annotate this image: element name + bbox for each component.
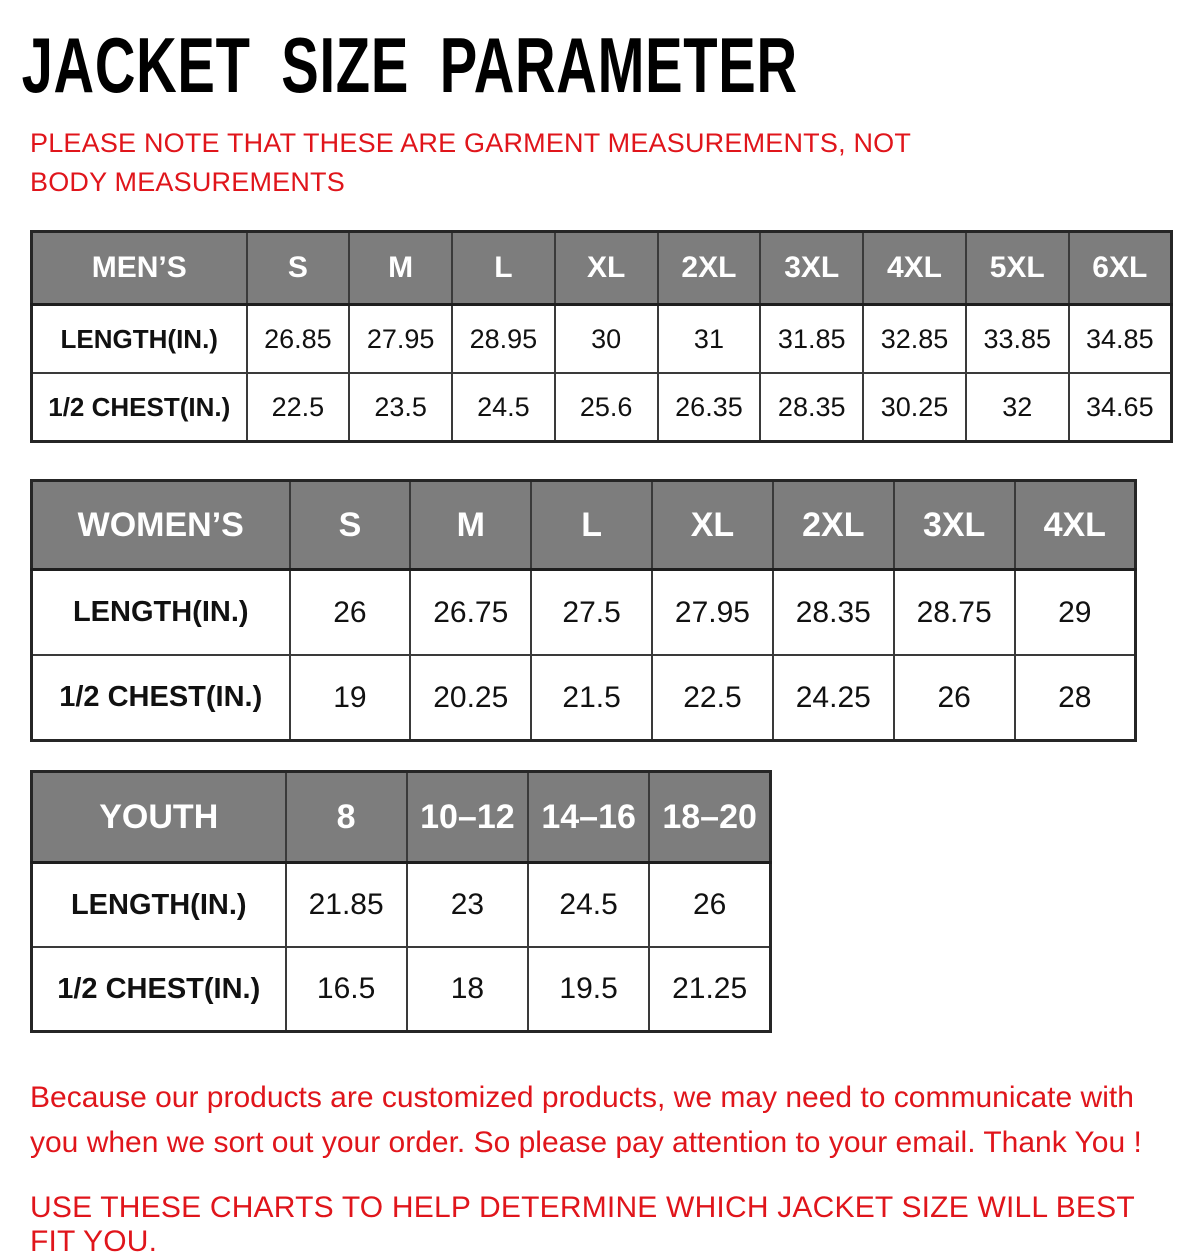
- size-header-cell: 4XL: [1015, 481, 1136, 570]
- measurement-value-cell: 26.35: [658, 373, 761, 442]
- measurement-value-cell: 26: [894, 655, 1015, 741]
- measurement-value-cell: 28.35: [760, 373, 863, 442]
- measurement-value-cell: 18: [407, 947, 528, 1032]
- size-header-cell: 14–16: [528, 772, 649, 863]
- size-header-cell: S: [290, 481, 411, 570]
- page-title: JACKET SIZE PARAMETER: [21, 21, 798, 109]
- table-row: [32, 947, 771, 1032]
- measurement-value-cell: 27.5: [531, 570, 652, 656]
- measurement-value-cell: 31: [658, 305, 761, 374]
- customization-notice: Because our products are customized products, we may need to communicate with you when we sort out your order. So please pay attention to your email. Thank You !: [30, 1081, 1142, 1160]
- measurement-value-cell: 19.5: [528, 947, 649, 1032]
- table-title-cell: YOUTH: [32, 772, 286, 863]
- measurement-value-cell: 34.65: [1069, 373, 1172, 442]
- womens-size-table: [30, 479, 1137, 742]
- size-header-cell: 5XL: [966, 232, 1069, 305]
- measurement-value-cell: 24.5: [528, 863, 649, 948]
- measurement-value-cell: 24.25: [773, 655, 894, 741]
- size-header-cell: 3XL: [760, 232, 863, 305]
- measurement-value-cell: 22.5: [652, 655, 773, 741]
- measurement-value-cell: 21.25: [649, 947, 770, 1032]
- measurement-value-cell: 34.85: [1069, 305, 1172, 374]
- measurement-value-cell: 27.95: [349, 305, 452, 374]
- measurement-value-cell: 20.25: [410, 655, 531, 741]
- measurement-value-cell: 26.75: [410, 570, 531, 656]
- measurement-value-cell: 31.85: [760, 305, 863, 374]
- table-row: [32, 570, 1136, 656]
- measurement-value-cell: 32.85: [863, 305, 966, 374]
- size-header-cell: XL: [555, 232, 658, 305]
- youth-size-table: [30, 770, 772, 1033]
- size-header-cell: 8: [286, 772, 407, 863]
- size-header-cell: 3XL: [894, 481, 1015, 570]
- measurement-value-cell: 32: [966, 373, 1069, 442]
- row-label-cell: 1/2 CHEST(IN.): [32, 655, 290, 741]
- measurement-value-cell: 29: [1015, 570, 1136, 656]
- measurement-value-cell: 33.85: [966, 305, 1069, 374]
- table-header-row: [32, 772, 771, 863]
- table-row: [32, 373, 1172, 442]
- garment-measurement-note: PLEASE NOTE THAT THESE ARE GARMENT MEASUREMENTS, NOT BODY MEASUREMENTS: [30, 128, 911, 198]
- measurement-value-cell: 28.35: [773, 570, 894, 656]
- table-row: [32, 655, 1136, 741]
- measurement-value-cell: 26.85: [247, 305, 350, 374]
- measurement-value-cell: 24.5: [452, 373, 555, 442]
- size-header-cell: M: [349, 232, 452, 305]
- row-label-cell: 1/2 CHEST(IN.): [32, 373, 247, 442]
- measurement-value-cell: 22.5: [247, 373, 350, 442]
- measurement-value-cell: 26: [649, 863, 770, 948]
- measurement-value-cell: 25.6: [555, 373, 658, 442]
- size-header-cell: 2XL: [658, 232, 761, 305]
- measurement-value-cell: 23.5: [349, 373, 452, 442]
- measurement-value-cell: 27.95: [652, 570, 773, 656]
- table-row: [32, 863, 771, 948]
- size-header-cell: XL: [652, 481, 773, 570]
- size-header-cell: 4XL: [863, 232, 966, 305]
- size-header-cell: 10–12: [407, 772, 528, 863]
- size-header-cell: 18–20: [649, 772, 770, 863]
- table-header-row: [32, 232, 1172, 305]
- size-header-cell: M: [410, 481, 531, 570]
- size-header-cell: L: [452, 232, 555, 305]
- size-header-cell: 6XL: [1069, 232, 1172, 305]
- measurement-value-cell: 30.25: [863, 373, 966, 442]
- table-title-cell: MEN’S: [32, 232, 247, 305]
- measurement-value-cell: 21.85: [286, 863, 407, 948]
- measurement-value-cell: 21.5: [531, 655, 652, 741]
- mens-size-table: [30, 230, 1173, 443]
- measurement-value-cell: 26: [290, 570, 411, 656]
- table-header-row: [32, 481, 1136, 570]
- size-header-cell: L: [531, 481, 652, 570]
- row-label-cell: 1/2 CHEST(IN.): [32, 947, 286, 1032]
- fit-guidance-note: USE THESE CHARTS TO HELP DETERMINE WHICH JACKET SIZE WILL BEST FIT YOU.: [30, 1191, 1135, 1259]
- row-label-cell: LENGTH(IN.): [32, 570, 290, 656]
- measurement-value-cell: 19: [290, 655, 411, 741]
- row-label-cell: LENGTH(IN.): [32, 863, 286, 948]
- measurement-value-cell: 28.75: [894, 570, 1015, 656]
- table-row: [32, 305, 1172, 374]
- table-title-cell: WOMEN’S: [32, 481, 290, 570]
- row-label-cell: LENGTH(IN.): [32, 305, 247, 374]
- measurement-value-cell: 23: [407, 863, 528, 948]
- measurement-value-cell: 30: [555, 305, 658, 374]
- measurement-value-cell: 28.95: [452, 305, 555, 374]
- measurement-value-cell: 16.5: [286, 947, 407, 1032]
- size-header-cell: 2XL: [773, 481, 894, 570]
- size-header-cell: S: [247, 232, 350, 305]
- measurement-value-cell: 28: [1015, 655, 1136, 741]
